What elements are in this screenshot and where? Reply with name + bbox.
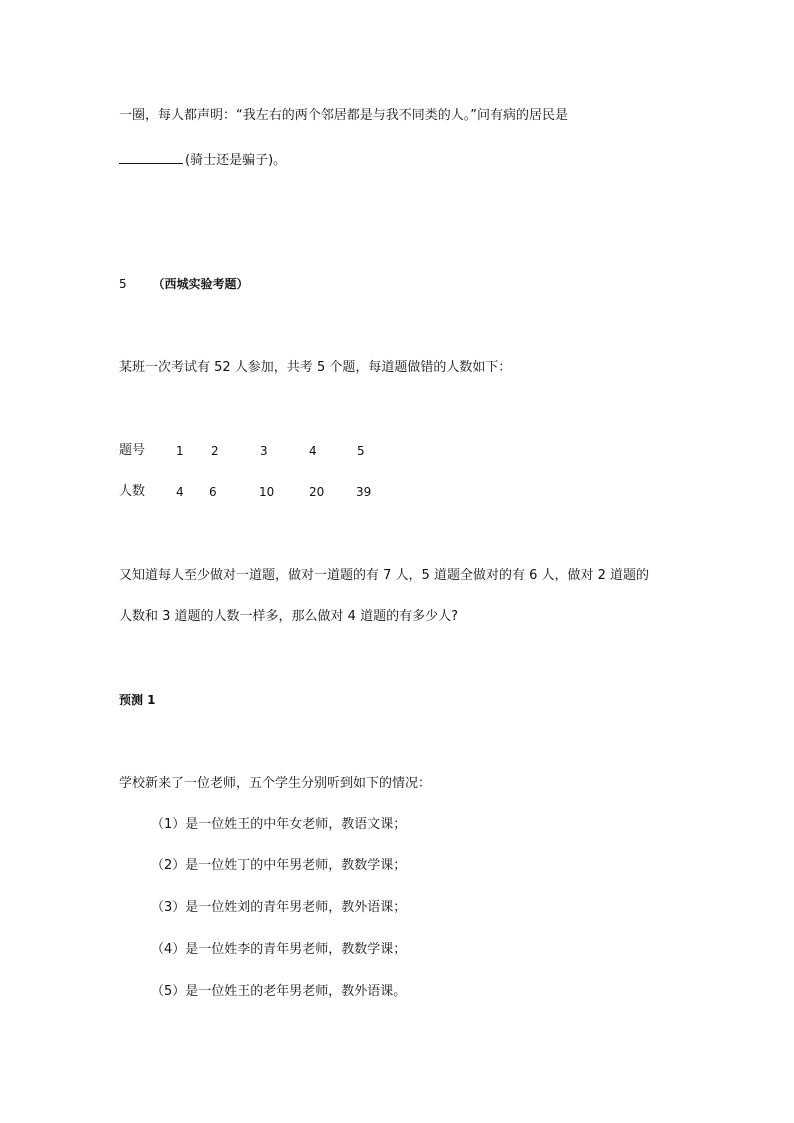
table-row-cell: 10: [259, 485, 275, 499]
problem-source: （西城实验考题）: [152, 277, 249, 291]
answer-line: [119, 151, 286, 169]
answer-blank[interactable]: [119, 151, 183, 164]
prediction-title: 预测 1: [119, 693, 156, 707]
prediction-statement: 学校新来了一位老师，五个学生分别听到如下的情况：: [119, 776, 432, 791]
table-row-cell: 20: [309, 485, 325, 499]
option-item: （1）是一位姓王的中年女老师，教语文课；: [151, 817, 407, 832]
problem-5-statement: 某班一次考试有 52 人参加，共考 5 个题，每道题做错的人数如下：: [119, 360, 512, 375]
table-header-label: 题号: [119, 443, 146, 458]
problem-number: 5: [119, 277, 127, 291]
problem-5-followup-1: 又知道每人至少做对一道题，做对一道题的有 7 人，5 道题全做对的有 6 人，做对 2 道题的: [119, 568, 650, 583]
table-header-cell: 1: [176, 444, 184, 458]
option-item: （3）是一位姓刘的青年男老师，教外语课；: [151, 900, 407, 915]
table-row-cell: 4: [176, 485, 184, 499]
table-row-cell: 39: [356, 485, 372, 499]
table-header-cell: 5: [357, 444, 365, 458]
problem-5-header: [119, 276, 248, 292]
option-item: （4）是一位姓李的青年男老师，教数学课；: [151, 942, 407, 957]
table-row-label: 人数: [119, 484, 146, 499]
table-row-cell: 6: [209, 485, 217, 499]
problem-5-followup-2: 人数和 3 道题的人数一样多，那么做对 4 道题的有多少人?: [119, 609, 458, 624]
answer-suffix: (骑士还是骗子)。: [185, 153, 287, 168]
table-header-cell: 2: [211, 444, 219, 458]
intro-text: 一圈，每人都声明：“我左右的两个邻居都是与我不同类的人。”问有病的居民是: [119, 108, 568, 123]
option-item: （5）是一位姓王的老年男老师，教外语课。: [151, 984, 407, 999]
table-header-cell: 4: [309, 444, 317, 458]
option-item: （2）是一位姓丁的中年男老师，教数学课；: [151, 858, 407, 873]
table-header-cell: 3: [260, 444, 268, 458]
